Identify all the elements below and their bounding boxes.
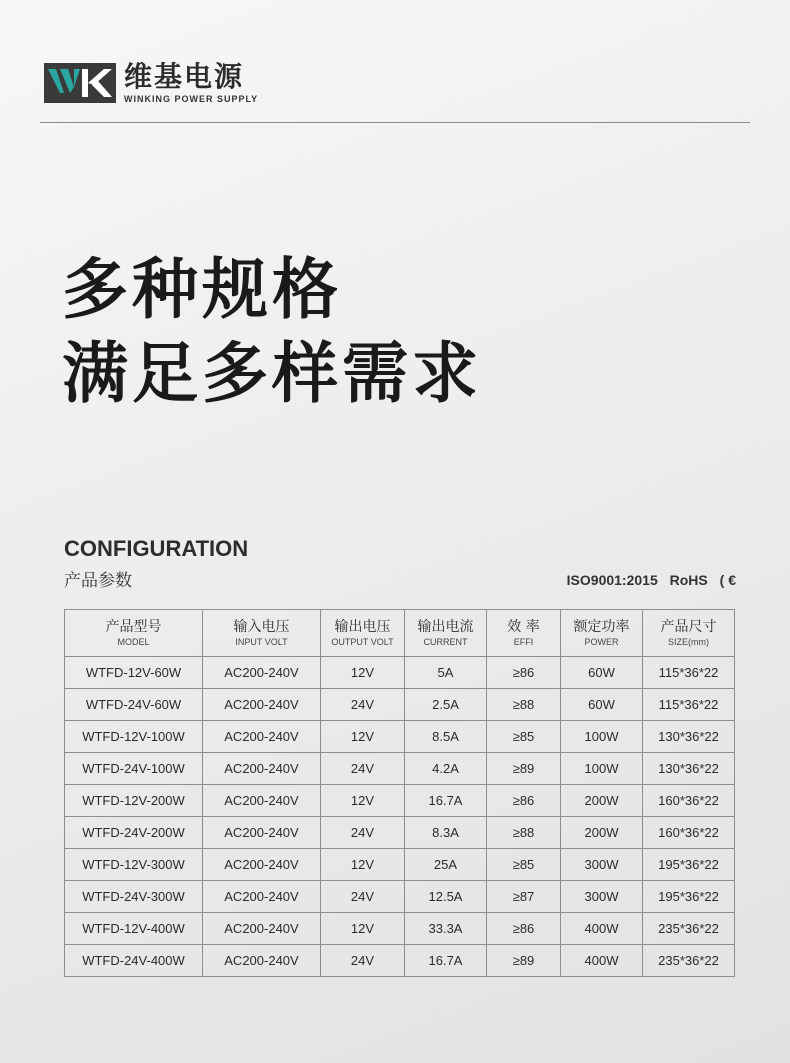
table-row bbox=[65, 689, 735, 721]
section-subtitle: 产品参数 bbox=[64, 571, 132, 591]
brand-logo bbox=[44, 62, 258, 104]
header-size: 产品尺寸 SIZE(mm) bbox=[643, 610, 735, 657]
cell-model: WTFD-24V-60W bbox=[65, 689, 203, 721]
cell-size: 130*36*22 bbox=[643, 753, 735, 785]
cell-current: 8.3A bbox=[405, 817, 487, 849]
cell-input-volt: AC200-240V bbox=[203, 753, 321, 785]
cell-current: 8.5A bbox=[405, 721, 487, 753]
cell-power: 100W bbox=[561, 721, 643, 753]
cell-efficiency: ≥89 bbox=[487, 753, 561, 785]
certifications bbox=[559, 572, 736, 588]
brand-name-en: WINKING POWER SUPPLY bbox=[124, 94, 259, 104]
headline-line-1: 多种规格 bbox=[62, 251, 342, 328]
cell-efficiency: ≥86 bbox=[487, 785, 561, 817]
table-row bbox=[65, 657, 735, 689]
cell-power: 400W bbox=[561, 913, 643, 945]
rohs-cert-label: RoHS bbox=[669, 572, 708, 588]
cell-power: 400W bbox=[561, 945, 643, 977]
cell-size: 160*36*22 bbox=[643, 785, 735, 817]
cell-efficiency: ≥88 bbox=[487, 689, 561, 721]
headline bbox=[62, 248, 482, 416]
cell-current: 2.5A bbox=[405, 689, 487, 721]
table-row bbox=[65, 881, 735, 913]
cell-size: 195*36*22 bbox=[643, 849, 735, 881]
cell-input-volt: AC200-240V bbox=[203, 785, 321, 817]
cell-efficiency: ≥85 bbox=[487, 721, 561, 753]
cell-power: 60W bbox=[561, 689, 643, 721]
cell-current: 33.3A bbox=[405, 913, 487, 945]
cell-output-volt: 12V bbox=[321, 785, 405, 817]
cell-size: 130*36*22 bbox=[643, 721, 735, 753]
cell-model: WTFD-12V-100W bbox=[65, 721, 203, 753]
table-row bbox=[65, 721, 735, 753]
brand-name-cn: 维基电源 bbox=[124, 60, 245, 93]
cell-efficiency: ≥88 bbox=[487, 817, 561, 849]
table-row bbox=[65, 849, 735, 881]
table-body bbox=[65, 657, 735, 977]
cell-power: 300W bbox=[561, 849, 643, 881]
cell-model: WTFD-12V-200W bbox=[65, 785, 203, 817]
cell-current: 16.7A bbox=[405, 785, 487, 817]
table-row bbox=[65, 785, 735, 817]
iso-cert-label: ISO9001:2015 bbox=[566, 572, 658, 588]
cell-input-volt: AC200-240V bbox=[203, 721, 321, 753]
cell-power: 300W bbox=[561, 881, 643, 913]
header-current: 输出电流 CURRENT bbox=[405, 610, 487, 657]
section-title: CONFIGURATION bbox=[64, 536, 249, 561]
cell-efficiency: ≥85 bbox=[487, 849, 561, 881]
cell-current: 25A bbox=[405, 849, 487, 881]
header-input-volt: 输入电压 INPUT VOLT bbox=[203, 610, 321, 657]
cell-size: 160*36*22 bbox=[643, 817, 735, 849]
cell-efficiency: ≥86 bbox=[487, 657, 561, 689]
cell-model: WTFD-12V-400W bbox=[65, 913, 203, 945]
cell-input-volt: AC200-240V bbox=[203, 689, 321, 721]
cell-size: 115*36*22 bbox=[643, 657, 735, 689]
header-divider bbox=[40, 122, 750, 123]
cell-input-volt: AC200-240V bbox=[203, 817, 321, 849]
header-power: 额定功率 POWER bbox=[561, 610, 643, 657]
cell-output-volt: 12V bbox=[321, 913, 405, 945]
cell-output-volt: 24V bbox=[321, 945, 405, 977]
table-row bbox=[65, 753, 735, 785]
ce-mark-icon: ( € bbox=[719, 572, 736, 588]
cell-efficiency: ≥89 bbox=[487, 945, 561, 977]
cell-output-volt: 24V bbox=[321, 753, 405, 785]
cell-current: 16.7A bbox=[405, 945, 487, 977]
header-model: 产品型号 MODEL bbox=[65, 610, 203, 657]
cell-efficiency: ≥87 bbox=[487, 881, 561, 913]
cell-model: WTFD-24V-400W bbox=[65, 945, 203, 977]
cell-power: 100W bbox=[561, 753, 643, 785]
cell-input-volt: AC200-240V bbox=[203, 849, 321, 881]
spec-table bbox=[64, 609, 735, 977]
cell-output-volt: 12V bbox=[321, 721, 405, 753]
cell-model: WTFD-24V-100W bbox=[65, 753, 203, 785]
cell-power: 200W bbox=[561, 785, 643, 817]
cell-power: 60W bbox=[561, 657, 643, 689]
cell-output-volt: 12V bbox=[321, 849, 405, 881]
table-row bbox=[65, 817, 735, 849]
table-row bbox=[65, 913, 735, 945]
cell-model: WTFD-24V-200W bbox=[65, 817, 203, 849]
cell-size: 235*36*22 bbox=[643, 945, 735, 977]
cell-output-volt: 24V bbox=[321, 881, 405, 913]
table-header-row bbox=[65, 610, 735, 657]
cell-input-volt: AC200-240V bbox=[203, 913, 321, 945]
cell-output-volt: 24V bbox=[321, 817, 405, 849]
cell-current: 5A bbox=[405, 657, 487, 689]
cell-power: 200W bbox=[561, 817, 643, 849]
header-output-volt: 输出电压 OUTPUT VOLT bbox=[321, 610, 405, 657]
cell-input-volt: AC200-240V bbox=[203, 881, 321, 913]
headline-line-2: 满足多样需求 bbox=[62, 335, 482, 412]
cell-size: 235*36*22 bbox=[643, 913, 735, 945]
table-row bbox=[65, 945, 735, 977]
cell-input-volt: AC200-240V bbox=[203, 945, 321, 977]
cell-current: 12.5A bbox=[405, 881, 487, 913]
cell-output-volt: 24V bbox=[321, 689, 405, 721]
cell-efficiency: ≥86 bbox=[487, 913, 561, 945]
cell-input-volt: AC200-240V bbox=[203, 657, 321, 689]
cell-output-volt: 12V bbox=[321, 657, 405, 689]
cell-size: 195*36*22 bbox=[643, 881, 735, 913]
cell-size: 115*36*22 bbox=[643, 689, 735, 721]
cell-model: WTFD-12V-300W bbox=[65, 849, 203, 881]
cell-model: WTFD-12V-60W bbox=[65, 657, 203, 689]
wk-logo-icon bbox=[44, 63, 116, 103]
cell-current: 4.2A bbox=[405, 753, 487, 785]
header-efficiency: 效 率 EFFI bbox=[487, 610, 561, 657]
cell-model: WTFD-24V-300W bbox=[65, 881, 203, 913]
